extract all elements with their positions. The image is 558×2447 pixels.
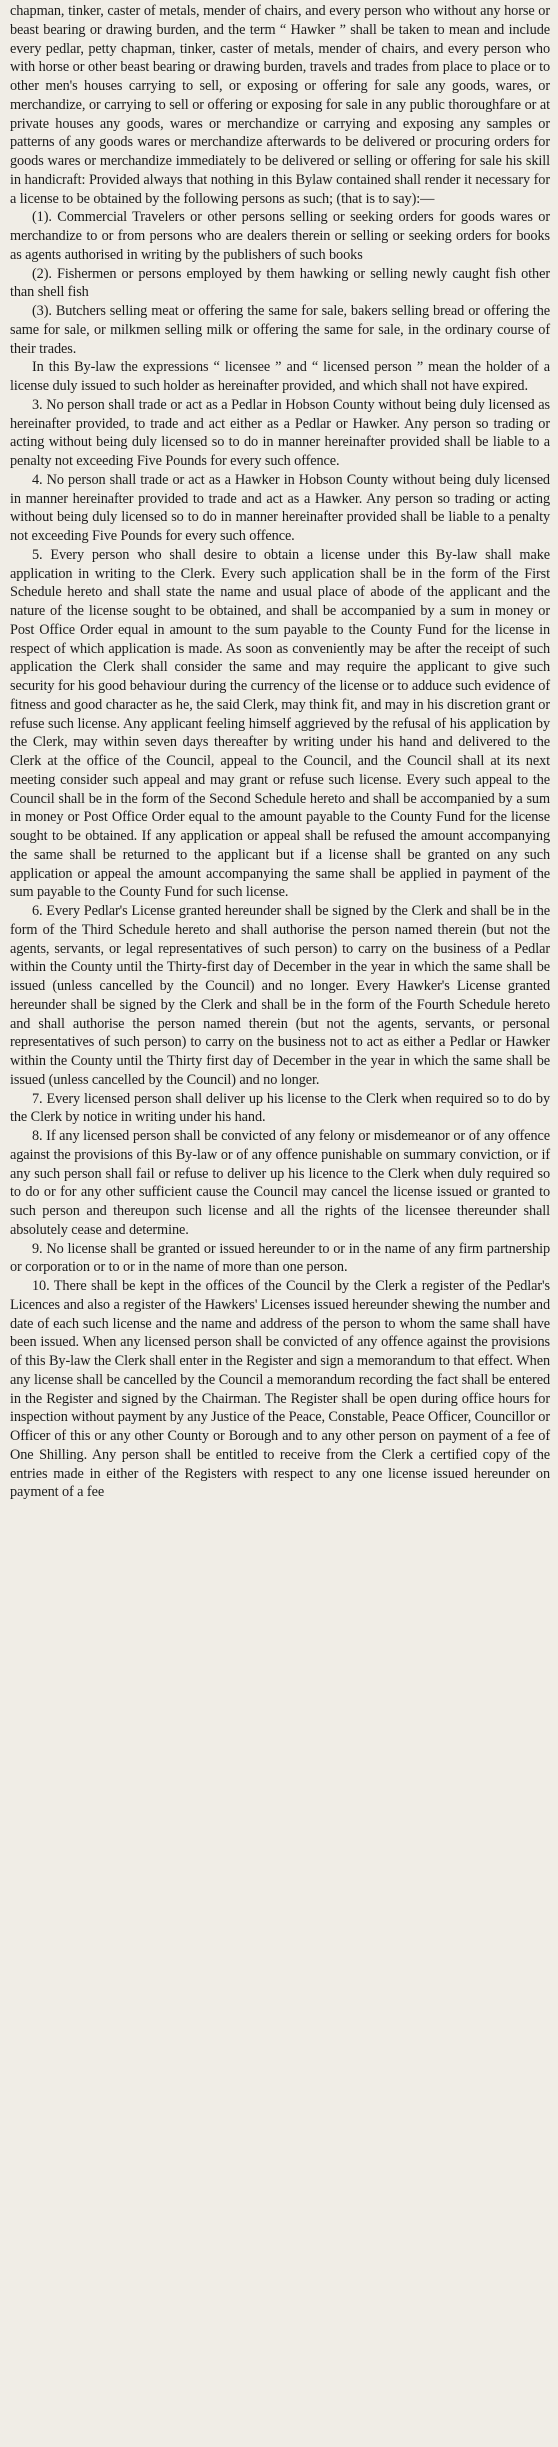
paragraph-exemption-2: (2). Fishermen or persons employed by them hawking or selling newly caught fish other than shell fish [10, 265, 550, 301]
paragraph-clause-3: 3. No person shall trade or act as a Pedlar in Hobson County without being duly licensed as hereinafter provided, to trade and act either as a Pedlar or Hawker. Any person so trading or acting without being duly licensed so to do in manner hereinafter provided shall be liable to a penalty not exceeding Five Pounds for every such offence. [10, 396, 550, 469]
paragraph-clause-4: 4. No person shall trade or act as a Hawker in Hobson County without being duly licensed in manner hereinafter provided to trade and act as a Hawker. Any person so trading or acting without being duly licensed so to do in manner hereinafter provided shall be liable to a penalty not exceeding Five Pounds for every such offence. [10, 471, 550, 544]
paragraph-clause-9: 9. No license shall be granted or issued hereunder to or in the name of any firm partnership or corporation or to or in the name of more than one person. [10, 1240, 550, 1276]
paragraph-licensee-definition: In this By-law the expressions “ licensee ” and “ licensed person ” mean the holder of a license duly issued to such holder as hereinafter provided, and which shall not have expired. [10, 359, 550, 394]
paragraph-clause-10: 10. There shall be kept in the offices of the Council by the Clerk a register of the Pedlar's Licences and also a register of the Hawkers' Licenses issued hereunder shewing the number and date of each such license and the name and address of the person to whom the same shall have been issued. When any licensed person shall be convicted of any offence against the provisions of this By-law the Clerk shall enter in the Register and sign a memorandum to that effect. When any license shall be cancelled by the Council a memorandum recording the fact shall be entered in the Register and signed by the Chairman. The Register shall be open during office hours for inspection without payment by any Justice of the Peace, Constable, Peace Officer, Councillor or Officer of this or any other County or Borough and to any other person on payment of a fee of One Shilling. Any person shall be entitled to receive from the Clerk a certified copy of the entries made in either of the Registers with respect to any one license issued hereunder on payment of a fee [10, 1278, 550, 1501]
paragraph-clause-5: 5. Every person who shall desire to obtain a license under this By-law shall make application in writing to the Clerk. Every such application shall be in the form of the First Schedule hereto and shall state the name and usual place of abode of the applicant and the nature of the license sought to be obtained, and shall be accompanied by a sum in money or Post Office Order equal in amount to the sum payable to the County Fund for the license in respect of which application is made. As soon as conveniently may be after the receipt of such application the Clerk shall consider the same and may require the applicant to give such security for his good behaviour during the currency of the license or to adduce such evidence of fitness and good character as he, the said Clerk, may think fit, and may in his discretion grant or refuse such license. Any applicant feeling himself aggrieved by the refusal of his application by the Clerk, may within seven days thereafter by writing under his hand and delivered to the Clerk at the office of the Council, appeal to the Council, and the Council shall at its next meeting consider such appeal and may grant or refuse such license. Every such appeal to the Council shall be in the form of the Second Schedule hereto and shall be accompanied by a sum in money or Post Office Order equal to the amount payable to the County Fund for the license sought to be obtained. If any application or appeal shall be refused the amount accompanying the same shall be returned to the applicant but if a license shall be granted on any such application or appeal the amount accompanying the same shall be applied in payment of the sum payable to the County Fund for such license. [10, 546, 550, 901]
paragraph-clause-6: 6. Every Pedlar's License granted hereunder shall be signed by the Clerk and shall be in the form of the Third Schedule hereto and shall authorise the person named therein (but not the agents, servants, or legal representatives of such person) to carry on the business of a Pedlar within the County until the Thirty-first day of December in the year in which the same shall be issued (unless cancelled by the Council) and no longer. Every Hawker's License granted hereunder shall be signed by the Clerk and shall be in the form of the Fourth Schedule hereto and shall authorise the person named therein (but not the agents, servants, or personal representatives of such person) to carry on the business not to act as either a Pedlar or Hawker within the County until the Thirty first day of December in the year in which the same shall be issued (unless cancelled by the Council) and no longer. [10, 903, 550, 1088]
paragraph-definitions: chapman, tinker, caster of metals, mender of chairs, and every person who without any horse or beast bearing or drawing burden, and the term “ Hawker ” shall be taken to mean and include every pedlar, petty chapman, tinker, caster of metals, mender of chairs, and every person who with horse or other beast bearing or drawing burden, travels and trades from place to place or to other men's houses carrying to sell, or exposing or offering for sale any goods, wares, or merchandize, or carrying to sell or offering or exposing for sale in any public thoroughfare or at private houses any goods, wares or merchandize or carrying and exposing any samples or patterns of any goods wares or merchandize afterwards to be delivered or procuring orders for goods wares or merchandize immediately to be delivered or selling or offering for sale his skill in handicraft: Provided always that nothing in this Bylaw contained shall render it necessary for a license to be obtained by the following persons as such; (that is to say):— [10, 3, 550, 207]
paragraph-exemption-1: (1). Commercial Travelers or other persons selling or seeking orders for goods wares or merchandize to or from persons who are dealers therein or selling or seeking orders for books as agents authorised in writing by the publishers of such books [10, 209, 550, 263]
paragraph-clause-7: 7. Every licensed person shall deliver up his license to the Clerk when required so to do by the Clerk by notice in writing under his hand. [10, 1090, 550, 1126]
paragraph-exemption-3: (3). Butchers selling meat or offering the same for sale, bakers selling bread or offering the same for sale, or milkmen selling milk or offering the same for sale, in the ordinary course of their trades. [10, 303, 550, 357]
paragraph-clause-8: 8. If any licensed person shall be convicted of any felony or misdemeanor or of any offence against the provisions of this By-law or of any offence punishable on summary conviction, or if any such person shall fail or refuse to deliver up his licence to the Clerk when duly required so to do or for any other sufficient cause the Council may cancel the license issued or granted to such person and thereupon such license and all the rights of the licensee thereunder shall absolutely cease and determine. [10, 1128, 550, 1238]
